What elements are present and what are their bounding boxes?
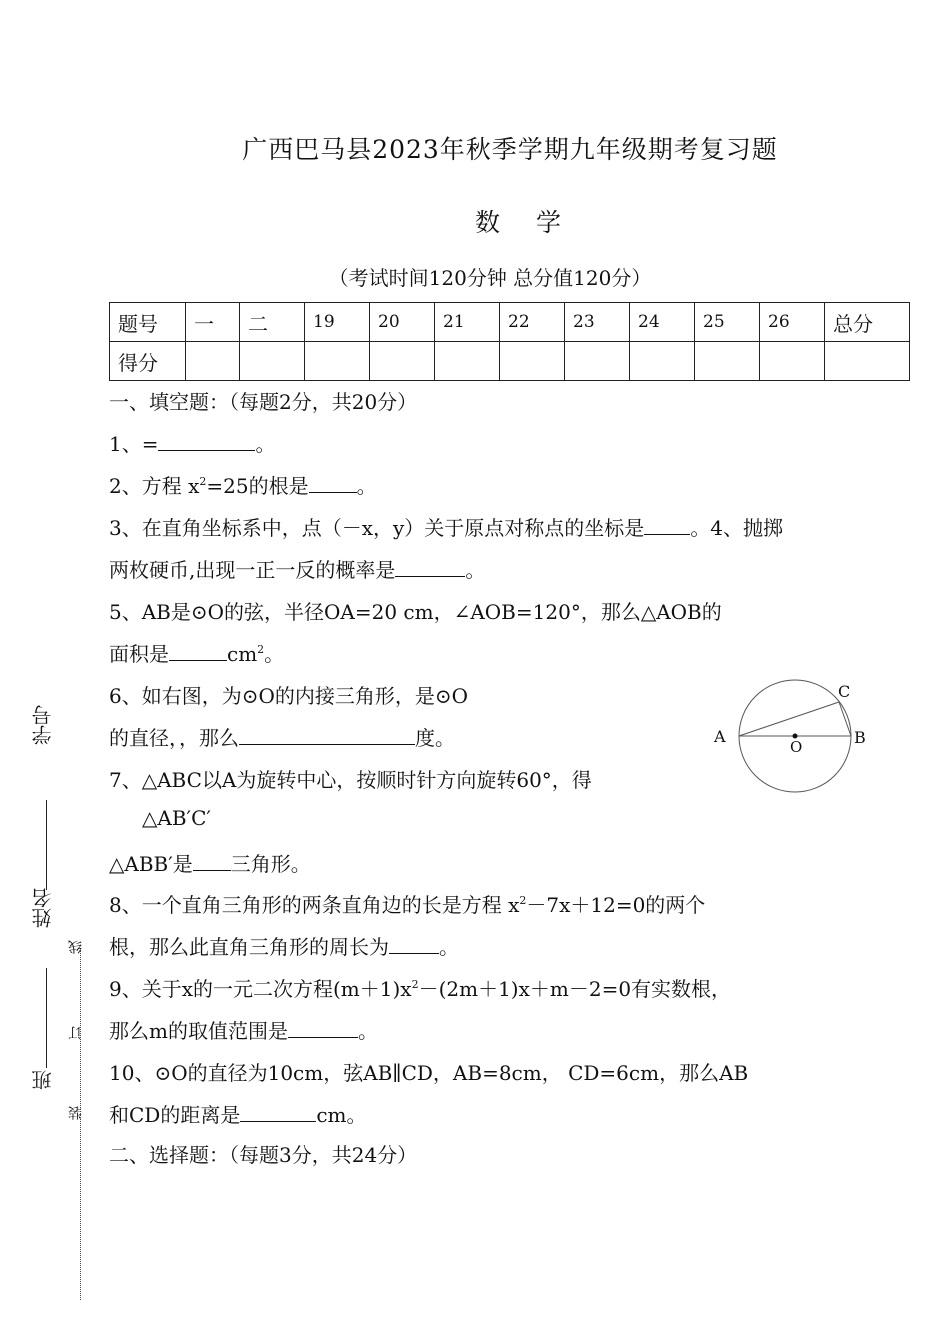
- score-input-cell[interactable]: [695, 342, 760, 381]
- score-input-cell[interactable]: [760, 342, 825, 381]
- question-7: 7、△ABC以A为旋转中心，按顺时针方向旋转60°，得: [109, 768, 592, 792]
- q8-suffix: 。: [439, 935, 459, 959]
- binding-line-char: 线: [68, 940, 84, 954]
- class-label: 班: [31, 1070, 55, 1090]
- q9-sup: 2: [411, 978, 419, 991]
- section1-heading: 一、填空题：（每题2分，共20分）: [109, 390, 418, 414]
- q9-suffix-text: －(2m＋1)x＋m－2=0有实数根，: [418, 977, 732, 1001]
- q5-unit: cm: [227, 642, 258, 666]
- table-cell: 题号: [110, 303, 186, 342]
- q7-text: △ABB′是: [109, 852, 193, 876]
- student-id-label: 学号: [31, 705, 55, 745]
- q3-end: 。4、抛掷: [690, 516, 784, 540]
- q5-answer-blank[interactable]: [169, 642, 227, 661]
- q6-text: 的直径，，那么: [109, 726, 239, 750]
- name-line[interactable]: [46, 968, 47, 1068]
- q5-text: 面积是: [109, 642, 169, 666]
- table-cell: 22: [500, 303, 565, 342]
- question-5: 5、AB是⊙O的弦，半径OA=20 cm，∠AOB=120°，那么△AOB的: [109, 600, 722, 624]
- question-7-line3: [109, 848, 311, 877]
- label-b: B: [854, 728, 866, 747]
- q1-text: 1、=: [109, 432, 159, 456]
- table-cell: 二: [240, 303, 305, 342]
- table-cell: 25: [695, 303, 760, 342]
- q2-suffix: 。: [356, 474, 377, 498]
- question-10: 10、⊙O的直径为10cm，弦AB∥CD，AB=8cm， CD=6cm，那么AB: [109, 1061, 749, 1085]
- q4-text: 两枚硬币,出现一正一反的概率是: [109, 558, 396, 582]
- q1-answer-blank[interactable]: [158, 432, 255, 451]
- q2-mid: =25的根是: [206, 474, 309, 498]
- chord-cb: [839, 702, 851, 736]
- question-1: [109, 428, 275, 457]
- q9-answer-blank[interactable]: [288, 1019, 358, 1038]
- q9-line2-text: 那么m的取值范围是: [109, 1019, 288, 1043]
- score-input-cell[interactable]: [825, 342, 910, 381]
- question-10-line2: [109, 1099, 367, 1128]
- question-9-line2: [109, 1015, 378, 1044]
- question-8-line2: [109, 931, 459, 960]
- score-input-cell[interactable]: [305, 342, 370, 381]
- question-5-line2: [109, 638, 284, 667]
- q7-suffix: 三角形。: [230, 852, 311, 876]
- score-input-cell[interactable]: [370, 342, 435, 381]
- question-7-line2: △AB′C′: [142, 806, 211, 830]
- label-a: A: [714, 727, 726, 746]
- label-o: O: [790, 738, 803, 756]
- q1-suffix: 。: [255, 432, 276, 456]
- question-3: [109, 512, 783, 541]
- q8-suffix-text: －7x＋12=0的两个: [526, 893, 706, 917]
- q2-sup: 2: [199, 475, 207, 488]
- q6-answer-blank[interactable]: [239, 726, 415, 745]
- q2-answer-blank[interactable]: [309, 474, 357, 493]
- q8-sup: 2: [519, 894, 527, 907]
- question-4: [109, 554, 485, 583]
- q5-suffix: 。: [264, 642, 285, 666]
- q10-text: 和CD的距离是: [109, 1103, 241, 1127]
- question-2: [109, 470, 377, 499]
- q8-line2-text: 根，那么此直角三角形的周长为: [109, 935, 389, 959]
- q7-answer-blank[interactable]: [193, 852, 231, 871]
- chord-ac: [739, 702, 839, 736]
- binding-ding-char: 订: [68, 1026, 84, 1040]
- table-cell: 得分: [110, 342, 186, 381]
- table-cell: 24: [630, 303, 695, 342]
- score-input-cell[interactable]: [500, 342, 565, 381]
- score-input-cell[interactable]: [240, 342, 305, 381]
- q9-suffix: 。: [357, 1019, 378, 1043]
- q9-text: 9、关于x的一元二次方程(m＋1)x: [109, 977, 412, 1001]
- table-cell: 21: [435, 303, 500, 342]
- name-label: 姓名: [31, 888, 55, 928]
- question-8: [109, 889, 705, 918]
- q3-text: 3、在直角坐标系中，点（－x，y）关于原点对称点的坐标是: [109, 516, 645, 540]
- exam-title: 广西巴马县2023年秋季学期九年级期考复习题: [242, 135, 778, 164]
- exam-info: （考试时间120分钟 总分值120分）: [328, 266, 652, 290]
- q10-suffix: cm。: [316, 1103, 367, 1127]
- question-9: [109, 973, 731, 1002]
- score-table: [109, 302, 910, 381]
- q6-suffix: 度。: [415, 726, 455, 750]
- q4-answer-blank[interactable]: [395, 558, 465, 577]
- q8-text: 8、一个直角三角形的两条直角边的长是方程 x: [109, 893, 520, 917]
- question-6-line2: [109, 722, 455, 751]
- score-input-cell[interactable]: [186, 342, 240, 381]
- score-table-score-row: [110, 342, 910, 381]
- table-cell: 一: [186, 303, 240, 342]
- table-cell: 23: [565, 303, 630, 342]
- q3-answer-blank[interactable]: [644, 516, 690, 535]
- student-id-line[interactable]: [46, 800, 47, 890]
- subject-title: 数 学: [475, 208, 575, 237]
- label-c: C: [838, 682, 851, 701]
- q2-text: 2、方程 x: [109, 474, 200, 498]
- q5-sup: 2: [257, 643, 265, 656]
- score-input-cell[interactable]: [435, 342, 500, 381]
- q8-answer-blank[interactable]: [389, 935, 439, 954]
- question-6: 6、如右图，为⊙O的内接三角形，是⊙O: [109, 684, 469, 708]
- q10-answer-blank[interactable]: [240, 1103, 316, 1122]
- binding-dotted-line: [80, 950, 81, 1300]
- score-input-cell[interactable]: [565, 342, 630, 381]
- q4-suffix: 。: [465, 558, 486, 582]
- section2-heading: 二、选择题：（每题3分，共24分）: [109, 1143, 418, 1167]
- table-cell: 19: [305, 303, 370, 342]
- score-input-cell[interactable]: [630, 342, 695, 381]
- binding-zhuang-char: 装: [68, 1106, 84, 1120]
- score-table-header-row: [110, 303, 910, 342]
- table-cell: 总分: [825, 303, 910, 342]
- table-cell: 20: [370, 303, 435, 342]
- table-cell: 26: [760, 303, 825, 342]
